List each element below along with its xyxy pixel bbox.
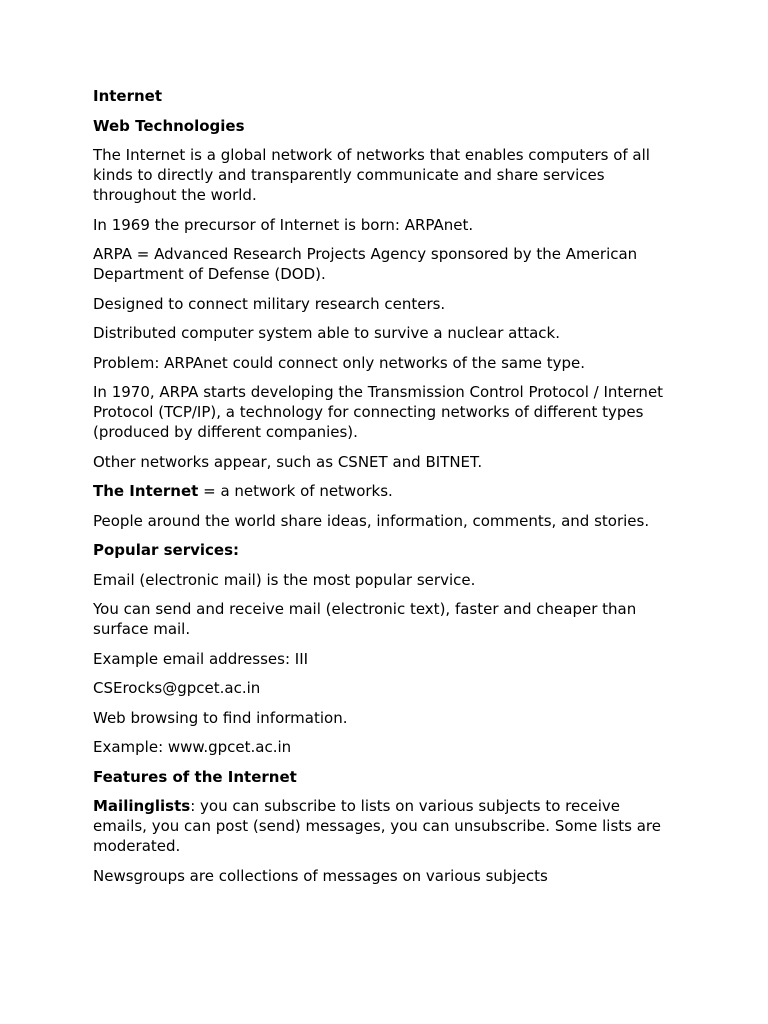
paragraph-text: = a network of networks. [198,482,393,500]
bullet-paragraph [93,511,678,531]
paragraph-text: The Internet is a global network of networks that enables computers of all kinds to directly and transparently communicate and share services throughout the world. [93,146,650,204]
paragraph-text: In 1970, ARPA starts developing the Transmission Control Protocol / Internet Protocol (TCP/IP), a technology for connecting networks of different types (produced by different companies). [93,383,664,441]
paragraph-text: Problem: ARPAnet could connect only networks of the same type. [93,353,586,372]
bullet-paragraph [93,452,678,472]
bullet-paragraph [93,481,678,501]
bullet-paragraph [93,796,678,856]
paragraph-text: ARPA = Advanced Research Projects Agency sponsored by the American Department of Defense (DOD). [93,245,638,283]
bullet-paragraph [93,737,678,757]
paragraph-text: In 1969 the precursor of Internet is born: ARPAnet. [93,215,474,234]
paragraph-text: Other networks appear, such as CSNET and BITNET. [93,452,483,471]
bullet-paragraph [93,599,678,639]
bold-term: Mailinglists [93,797,191,815]
document-title: Internet [93,87,163,105]
bullet-paragraph [93,570,678,590]
document-subtitle: Web Technologies [93,116,245,135]
bullet-paragraph [93,145,678,205]
bullet-paragraph [93,649,678,669]
document-page [93,86,678,895]
paragraph-text: You can send and receive mail (electronic text), faster and cheaper than surface mail. [93,600,637,638]
section-heading-popular: Popular services: [93,541,240,559]
email-example: CSErocks@gpcet.ac.in [93,679,261,697]
paragraph-text: Newsgroups are collections of messages on various subjects [93,866,548,885]
bullet-paragraph [93,294,678,314]
bullet-paragraph [93,382,678,442]
bullet-paragraph [93,244,678,284]
bullet-paragraph [93,215,678,235]
paragraph-text: : you can subscribe to lists on various subjects to receive emails, you can post (send) messages, you can unsubscribe. Some lists are moderated. [93,797,661,855]
paragraph-text: Designed to connect military research centers. [93,294,446,313]
paragraph-text: Distributed computer system able to survive a nuclear attack. [93,324,560,342]
bullet-paragraph [93,353,678,373]
paragraph-text: Example: www.gpcet.ac.in [93,738,292,756]
bold-term: The Internet [93,482,199,500]
paragraph-text: Web browsing to find information. [93,708,348,727]
bullet-paragraph [93,708,678,728]
bullet-paragraph [93,323,678,343]
paragraph-text: Example email addresses: III [93,649,309,668]
paragraph-text: People around the world share ideas, information, comments, and stories. [93,511,650,530]
paragraph-text: Email (electronic mail) is the most popular service. [93,570,476,589]
bullet-paragraph [93,866,678,886]
section-heading-features: Features of the Internet [93,767,297,786]
